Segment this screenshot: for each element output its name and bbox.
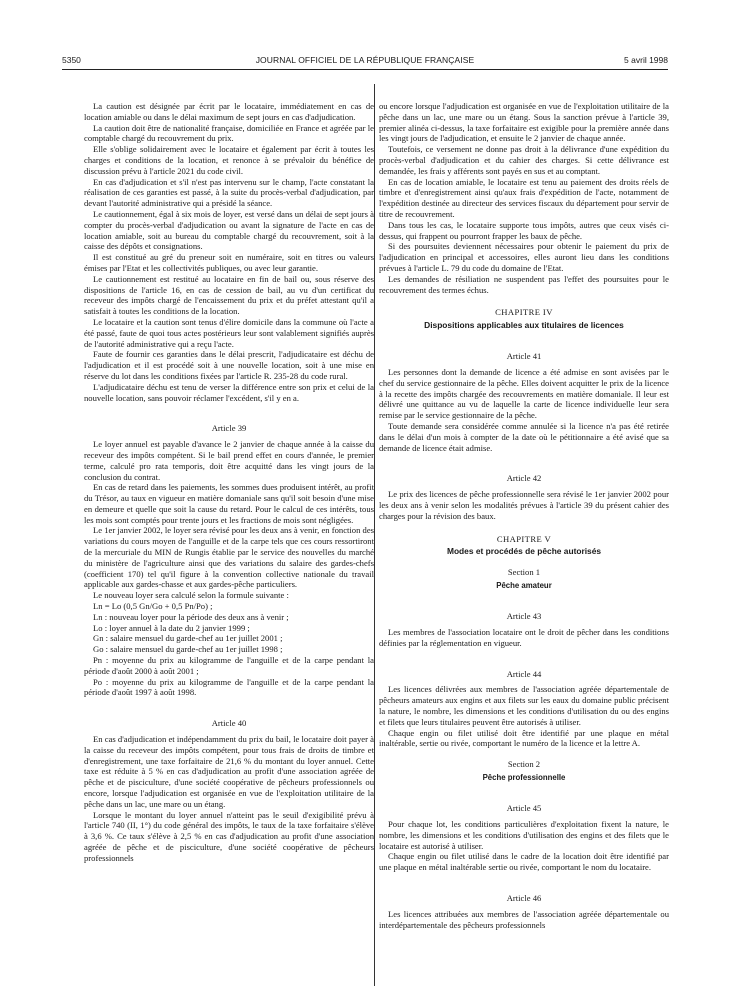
article-heading: Article 42 — [506, 473, 542, 484]
paragraph: Si des poursuites deviennent nécessaires pour obtenir le paiement du prix de l'adjudication en principal et accessoires, elles auront lieu dans les conditions prévues à l'article L. 79 du code du domaine de l'Etat. — [379, 241, 669, 273]
paragraph: Les personnes dont la demande de licence a été admise en sont avisées par le chef du service gestionnaire de la pêche. Elles doivent acquitter le prix de la licence à la recette des impôts chargée des recouvrements en matière domaniale. Il leur est délivré une quittance au vu de laquelle la carte de licence individuelle leur sera remise par le service gestionnaire de la pêche. — [379, 366, 669, 421]
paragraph: Toutefois, ce versement ne donne pas droit à la délivrance d'une expédition du procès-verbal d'adjudication et du cahier des charges. Si cette délivrance est demandée, les frais y afférents sont payés en sus et au comptant. — [379, 144, 669, 176]
article-heading: Article 44 — [506, 668, 542, 679]
paragraph: Ln : nouveau loyer pour la période des deux ans à venir ; — [93, 611, 289, 622]
paragraph: En cas d'adjudication et indépendamment du prix du bail, le locataire doit payer à la caisse du receveur des impôts compétent, pour tous frais de droits de timbre et d'enregistrement, une taxe forfaitaire de 21,6 % du montant du loyer annuel. Cette taxe est réduite à 5 % en cas d'adjudication au profit d'une association agréée de pêche et de pisciculture, d'une société coopérative de pêcheurs professionnels ou encore, lorsque l'adjudication est organisée en vue de l'exploitation utilitaire de la pêche dans un lac, une mare ou un étang. — [84, 734, 374, 809]
paragraph: Les membres de l'association locataire ont le droit de pêcher dans les conditions définies par la réglementation en vigueur. — [379, 627, 669, 648]
paragraph: Le 1er janvier 2002, le loyer sera révisé pour les deux ans à venir, en fonction des variations du cours moyen de l'anguille et de la carpe tels que ces cours ressortiront de la mercuriale du MIN de Rungis établie par le service des nouvelles du marché du ministère de l'agriculture ainsi que des variations du salaire des gardes-chefs (coefficient 170) tel qu'il figure à la convention collective nationale du travail applicable aux gardes-chasse et aux gardes-pêche particuliers. — [84, 525, 374, 590]
paragraph: Elle s'oblige solidairement avec le locataire et également par écrit à toutes les charges et conditions de la location, et renonce à se prévaloir du bénéfice de discussion prévu à l'article 2021 du code civil. — [84, 144, 374, 176]
chapter-heading: CHAPITRE V — [496, 533, 552, 544]
paragraph: L'adjudicataire déchu est tenu de verser la différence entre son prix et celui de la nouvelle location, sans pouvoir réclamer l'excédent, s'il y en a. — [84, 381, 374, 403]
article-heading: Article 40 — [211, 718, 247, 729]
paragraph: Le locataire et la caution sont tenus d'élire domicile dans la commune où l'acte a été passé, faute de quoi tous actes postérieurs leur sont valablement signifiés auprès de l'autorité administrative qui a reçu l'acte. — [84, 316, 374, 349]
paragraph: Le cautionnement est restitué au locataire en fin de bail ou, sous réserve des dispositions de l'article 16, en cas de cession de bail, au vu d'un certificat du receveur des impôts chargé de l'encaissement du prix et du préfet attestant qu'il a satisfait à toutes les conditions de la location. — [84, 273, 374, 317]
chapter-title: Modes et procédés de pêche autorisés — [446, 546, 602, 557]
section-heading: Section 2 — [507, 759, 541, 770]
paragraph: Pn : moyenne du prix au kilogramme de l'anguille et de la carpe pendant la période d'août 2000 à août 2001 ; — [84, 655, 374, 676]
header-rule — [62, 69, 668, 70]
chapter-heading: CHAPITRE IV — [495, 307, 553, 318]
paragraph: Le cautionnement, égal à six mois de loyer, est versé dans un délai de sept jours à compter du procès-verbal d'adjudication ou avant la signature de l'acte en cas de location amiable, soit au bureau du comptable chargé du recouvrement, soit à la caisse des dépôts et consignations. — [84, 208, 374, 252]
paragraph: Il est constitué au gré du preneur soit en numéraire, soit en titres ou valeurs émises par l'Etat et les collectivités publiques, ou avec leur garantie. — [84, 252, 374, 273]
page-header — [62, 55, 668, 69]
paragraph: Chaque engin ou filet utilisé dans le cadre de la location doit être identifié par une plaque en métal inaltérable sertie ou rivée, comportant le nom du locataire. — [379, 851, 669, 873]
paragraph: Les licences attribuées aux membres de l'association agréée départementale ou interdépartementale des pêcheurs professionnels — [379, 908, 669, 930]
paragraph: ou encore lorsque l'adjudication est organisée en vue de l'exploitation utilitaire de la pêche dans un lac, une mare ou un étang. Sous la sanction prévue à l'article 39, premier alinéa ci-dessus, la taxe forfaitaire est exigible pour la première année dans les vingt jours de l'adjudication, et ensuite le 2 janvier de chaque année. — [379, 101, 669, 144]
section-subtitle: Pêche amateur — [496, 581, 552, 591]
paragraph: Faute de fournir ces garanties dans le délai prescrit, l'adjudicataire est déchu de l'adjudication et il est procédé soit à une nouvelle location, soit à une mise en réserve du lot dans les conditions fixées par l'article R. 235-28 du code rural. — [84, 349, 374, 381]
journal-title: JOURNAL OFFICIEL DE LA RÉPUBLIQUE FRANÇAISE — [255, 55, 475, 65]
article-heading: Article 46 — [506, 893, 542, 904]
article-heading: Article 41 — [506, 351, 542, 362]
paragraph: Lorsque le montant du loyer annuel n'atteint pas le seuil d'exigibilité prévu à l'article 740 (II, 1°) du code général des impôts, le taux de la taxe forfaitaire s'élève à 3,6 %. Ce taux s'élève à 2,5 % en cas d'adjudication au profit d'une association agréée de pêche et de pisciculture, d'une société coopérative de pêcheurs professionnels — [84, 809, 374, 863]
article-heading: Article 39 — [211, 423, 247, 434]
article-heading: Article 45 — [506, 803, 542, 814]
issue-date: 5 avril 1998 — [624, 55, 668, 65]
paragraph: Le prix des licences de pêche professionnelle sera révisé le 1er janvier 2002 pour les deux ans à venir selon les modalités prévues à l'article 39 du présent cahier des charges pour la révision des baux. — [379, 489, 669, 521]
paragraph: La caution est désignée par écrit par le locataire, immédiatement en cas de location amiable ou dans le délai maximum de sept jours en cas d'adjudication. — [84, 101, 374, 122]
column-divider — [374, 84, 375, 986]
right-column — [379, 101, 669, 986]
paragraph: Gn : salaire mensuel du garde-chef au 1er juillet 2001 ; — [93, 633, 283, 644]
paragraph: Pour chaque lot, les conditions particulières d'exploitation fixent la nature, le nombre, les dimensions et les conditions d'utilisation des engins et des filets que le locataire est autorisé à utiliser. — [379, 819, 669, 851]
paragraph: En cas de retard dans les paiements, les sommes dues produisent intérêt, au profit du Trésor, au taux en vigueur en matière domaniale sans qu'il soit besoin d'une mise en demeure et quelle que soit la cause du retard. Pour le calcul de ces intérêts, tous les mois sont comptés pour trente jours et les fractions de mois sont négligées. — [84, 482, 374, 525]
paragraph: Les demandes de résiliation ne suspendent pas l'effet des poursuites pour le recouvrement des termes échus. — [379, 273, 669, 295]
paragraph: Le loyer annuel est payable d'avance le 2 janvier de chaque année à la caisse du receveur des impôts compétent. Si le bail prend effet en cours d'année, le premier terme, calculé pro rata temporis, doit être acquitté dans les vingt jours de la conclusion du contrat. — [84, 439, 374, 482]
paragraph: Go : salaire mensuel du garde-chef au 1er juillet 1998 ; — [93, 644, 283, 655]
section-heading: Section 1 — [507, 567, 541, 578]
paragraph: Les licences délivrées aux membres de l'association agréée départementale de pêcheurs amateurs aux engins et aux filets sur les eaux du domaine public précisent la nature, le nombre, les dimensions et les conditions d'utilisation du ou des engins et filets que leurs titulaires peuvent être autorisés à utiliser. — [379, 684, 669, 727]
page-number: 5350 — [62, 55, 81, 65]
paragraph: Le nouveau loyer sera calculé selon la formule suivante : — [93, 590, 289, 601]
paragraph: Dans tous les cas, le locataire supporte tous impôts, autres que ceux visés ci-dessus, qui frappent ou pourront frapper les baux de pêche. — [379, 219, 669, 241]
chapter-title: Dispositions applicables aux titulaires de licences — [424, 320, 624, 331]
paragraph: En cas d'adjudication et s'il n'est pas intervenu sur le champ, l'acte constatant la réalisation de ces garanties est passé, à la suite du procès-verbal d'adjudication, par devant l'autorité administrative qui a présidé la séance. — [84, 176, 374, 209]
paragraph: La caution doit être de nationalité française, domiciliée en France et agréée par le comptable chargé du recouvrement du prix. — [84, 122, 374, 144]
paragraph: Chaque engin ou filet utilisé doit être identifié par une plaque en métal inaltérable, sertie ou rivée, comportant le numéro de la licence et la lettre A. — [379, 727, 669, 749]
section-subtitle: Pêche professionnelle — [482, 773, 566, 783]
paragraph: En cas de location amiable, le locataire est tenu au paiement des droits réels de timbre et d'enregistrement ainsi qu'aux frais d'expédition de l'acte, notamment de l'expédition destinée au directeur des services fiscaux du département pour servir de titre de recouvrement. — [379, 176, 669, 219]
paragraph: Lo : loyer annuel à la date du 2 janvier 1999 ; — [93, 622, 250, 633]
article-heading: Article 43 — [506, 611, 542, 622]
paragraph: Po : moyenne du prix au kilogramme de l'anguille et de la carpe pendant la période d'août 1997 à août 1998. — [84, 676, 374, 698]
left-column — [84, 101, 374, 986]
paragraph: Toute demande sera considérée comme annulée si la licence n'a pas été retirée dans le délai d'un mois à compter de la date où le pétitionnaire a été avisé que sa demande de licence était admise. — [379, 420, 669, 453]
paragraph: Ln = Lo (0,5 Gn/Go + 0,5 Pn/Po) ; — [93, 601, 213, 612]
